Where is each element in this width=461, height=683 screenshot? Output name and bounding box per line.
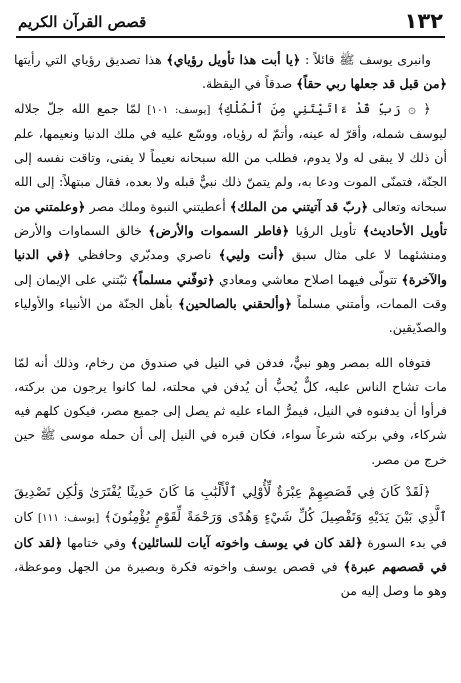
- text-run: فتوفاه الله بمصر وهو نبيٌّ، فدفن في النيل في صندوق من رخام، وذلك أنه لمّا مات تشاح الناس عليه، كلٌّ يُحبُّ أن يُدفن في محلته، لما كانوا يرجون من بركته، فرأوا أن يدفنوه في النيل، فيمرُّ الماء عليه ثم يصل إلى جميع مصر، فيكون كلهم فيه شركاء، وفي بركته شرعاً سواء، فكان قبره في النيل إلى أن حمله موسى ﷺ حين خرج من مصر.: [14, 354, 447, 467]
- text-run: ثبّتني على الإيمان إلى وقت الممات، وأمتني مسلماً: [14, 271, 447, 311]
- paragraph: [14, 97, 447, 341]
- quoted-phrase: ﴿لقد كان في قصصهم عبرة﴾: [14, 534, 447, 574]
- text-run: بأهل الجنّة من الأنبياء والأولياء والصدّيقين.: [14, 295, 447, 336]
- verse-reference: [يوسف: ١٠١]: [140, 103, 217, 116]
- quran-verse: ﴿ ۞ رَبِّ قَدْ ءَاتَيْتَنِي مِنَ ٱلْمُلْكِ﴾: [216, 101, 431, 117]
- quoted-phrase: ﴿توفّني مسلماً﴾: [131, 271, 215, 287]
- text-run: تأويل الرؤيا: [289, 223, 363, 239]
- quoted-phrase: ﴿أنت وليي﴾: [218, 247, 285, 263]
- text-run: وفي ختامها: [62, 534, 131, 550]
- quoted-phrase: ﴿وعلمتني من تأويل الأحاديث﴾: [14, 198, 448, 239]
- verse-reference: [يوسف: ١١١]: [33, 512, 105, 525]
- paragraph: [14, 48, 447, 97]
- page-number: ١٣٢: [404, 9, 443, 33]
- quoted-phrase: ﴿في الدنيا والآخرة﴾: [14, 247, 447, 287]
- quoted-phrase: ﴿ربّ قد آتيتني من الملك﴾: [229, 198, 369, 214]
- text-run: أعطيتني النبوة وملك مصر: [85, 198, 230, 214]
- header-rule: [16, 36, 445, 38]
- quoted-phrase: ﴿من قبل قد جعلها ربي حقاً﴾: [296, 76, 447, 92]
- page-header: [14, 4, 447, 36]
- paragraph: [14, 351, 447, 472]
- paragraph: [14, 480, 447, 603]
- quoted-phrase: ﴿فاطر السموات والأرض﴾: [148, 223, 290, 239]
- quoted-phrase: ﴿لقد كان في يوسف واخوته آيات للسائلين﴾: [130, 534, 363, 550]
- text-run: كان في بدء السورة: [14, 509, 447, 550]
- text-run: هذا تصديق رؤياي التي رأيتها: [14, 52, 167, 67]
- text-run: صدقاً في اليقظة.: [201, 76, 297, 92]
- quoted-phrase: ﴿وألحقني بالصالحين﴾: [178, 295, 293, 311]
- text-run: خالق السماوات والأرض ومنشئهما لا على مثال سبق: [14, 223, 448, 263]
- text-run: وانبرى يوسف ﷺ قائلاً :: [300, 52, 431, 67]
- text-run: ناصري ومدبّري وحافظي: [70, 247, 219, 263]
- running-title: قصص القرآن الكريم: [18, 13, 147, 31]
- text-run: لمّا جمع الله جلّ جلاله ليوسف شمله، وأقرّ له عينه، وأتمّ له رؤياه، ووسّع عليه في ملك الدنيا ونعيمها، علم أن ذلك لا يبقى له ولا يدوم، فطلب من الله سبحانه نعيماً لا يفنى، وتاقت نفسه إلى الجنّة، فتمنّى الموت ودعا به، ولم يتمنّ ذلك نبيٌّ قبله ولا بعده، فقال مبتهلاً: إلى الله سبحانه وتعالى: [14, 100, 447, 214]
- text-run: تتولّى فيهما اصلاح معاشي ومعادي: [214, 271, 402, 287]
- quran-verse: ﴿لَقَدْ كَانَ فِي قَصَصِهِمْ عِبْرَةٌ لِّأُوْلِي ٱلْأَلْبَٰبِ مَا كَانَ حَدِيثًا يُفْتَرَىٰ وَلَٰكِن تَصْدِيقَ ٱلَّذِي بَيْنَ يَدَيْهِ وَتَفْصِيلَ كُلِّ شَيْءٍ وَهُدًى وَرَحْمَةً لِّقَوْمٍ يُؤْمِنُونَ﴾: [14, 485, 447, 526]
- quoted-phrase: ﴿يا أبت هذا تأويل رؤياي﴾: [166, 52, 301, 67]
- text-run: في قصص يوسف واخوته فكرة وبصيرة من الجهل وموعظة، وهو ما وصل إليه من: [14, 558, 447, 599]
